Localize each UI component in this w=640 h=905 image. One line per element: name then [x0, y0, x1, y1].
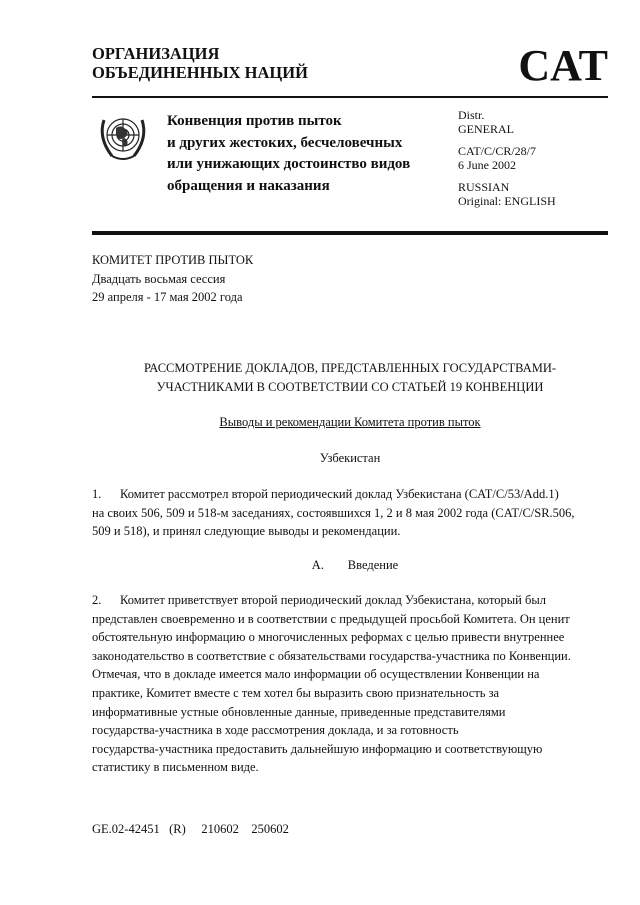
org-line-2: ОБЪЕДИНЕННЫХ НАЦИЙ	[92, 63, 308, 82]
committee-name: КОМИТЕТ ПРОТИВ ПЫТОК	[92, 253, 254, 267]
heading-line: РАССМОТРЕНИЕ ДОКЛАДОВ, ПРЕДСТАВЛЕННЫХ ГОСУДАРСТВАМИ-	[143, 361, 557, 375]
original-language: Original: ENGLISH	[458, 193, 556, 208]
para-line: на своих 506, 509 и 518-м заседаниях, состоявшихся 1, 2 и 8 мая 2002 года (CAT/C/SR.506,	[92, 505, 575, 520]
doc-date: 6 June 2002	[458, 157, 516, 172]
para-line: законодательство в соответствие с обязательствами государства-участника по Конвенции.	[92, 648, 571, 663]
distr-label: Distr.	[458, 108, 485, 122]
header-thick-rule	[92, 231, 608, 235]
para-line: Комитет рассмотрел второй периодический доклад Узбекистана (CAT/C/53/Add.1)	[120, 487, 559, 501]
doc-language: RUSSIAN	[458, 180, 510, 194]
doc-symbol: CAT/C/CR/28/7	[458, 144, 537, 158]
convention-line: или унижающих достоинство видов	[167, 156, 411, 172]
session-dates: 29 апреля - 17 мая 2002 года	[92, 290, 243, 305]
convention-line: Конвенция против пыток	[167, 113, 342, 129]
org-line-1: ОРГАНИЗАЦИЯ	[92, 44, 220, 63]
section-letter: A.	[311, 558, 324, 572]
un-emblem-icon	[94, 108, 152, 166]
para-line: практике, Комитет вместе с тем хотел бы выразить свою признательность за	[92, 685, 500, 700]
para-line: государства-участника предоставить дальнейшую информацию и соответствующую	[92, 741, 543, 756]
un-organization-name	[92, 44, 308, 82]
para-line: Отмечая, что в докладе имеется мало информации об осуществлении Конвенции на	[92, 667, 540, 682]
convention-line: и других жестоких, бесчеловечных	[167, 134, 403, 151]
para-line: Комитет приветствует второй периодический доклад Узбекистана, который был	[120, 593, 546, 607]
subtitle-wrap	[92, 413, 608, 432]
para-line: 509 и 518), и принял следующие выводы и рекомендации.	[92, 524, 401, 539]
heading-line: УЧАСТНИКАМИ В СООТВЕТСТВИИ СО СТАТЬЕЙ 19 КОНВЕНЦИИ	[156, 379, 544, 394]
subtitle: Выводы и рекомендации Комитета против пыток	[219, 415, 481, 429]
para-line: обстоятельную информацию о многочисленных реформах с целью привести внутреннее	[92, 630, 565, 645]
para-line: статистику в письменном виде.	[92, 760, 259, 775]
session: Двадцать восьмая сессия	[92, 271, 226, 286]
para-number: 2.	[92, 593, 102, 607]
para-line: информативные устные обновленные данные, приведенные представителями	[92, 704, 506, 719]
para-number: 1.	[92, 487, 102, 501]
header-rule	[92, 96, 608, 98]
convention-line: обращения и наказания	[167, 177, 330, 194]
paragraph-2	[92, 591, 571, 777]
paragraph-1	[92, 485, 575, 541]
section-a-heading	[92, 556, 608, 575]
para-line: представлен своевременно и в соответствии с предыдущей просьбой Комитета. Он ценит	[92, 611, 570, 626]
footer-job-number: GE.02-42451 (R) 210602 250602	[92, 822, 289, 836]
para-line: государства-участника в ходе рассмотрения доклада, и за готовность	[92, 723, 459, 738]
country: Узбекистан	[319, 451, 381, 465]
committee-info	[92, 251, 253, 307]
section-title: Введение	[347, 558, 399, 572]
document-meta	[458, 109, 556, 208]
document-series-symbol: CAT	[518, 41, 608, 90]
distr-value: GENERAL	[458, 121, 514, 136]
main-heading	[92, 359, 608, 396]
convention-title	[167, 111, 410, 197]
